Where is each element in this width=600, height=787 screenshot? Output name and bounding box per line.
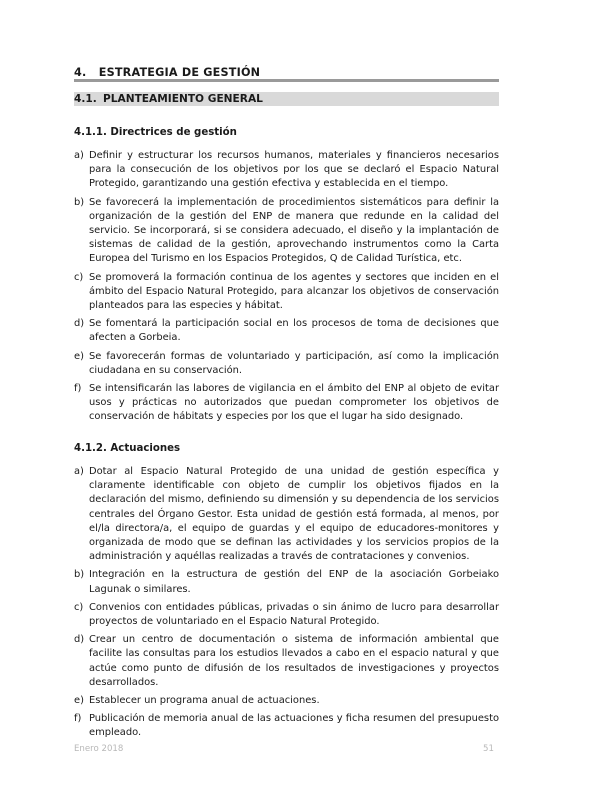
list-marker: c) (74, 271, 84, 283)
list-marker: e) (74, 350, 84, 362)
list-marker: a) (74, 466, 84, 477)
list-item-text: Definir y estructurar los recursos humanos, materiales y financieros necesarios para la consecución de los objetivos por los que se declaró el Espacio Natural Protegido, garantizando una gestión efectiva y establecida en el tiempo. (89, 150, 499, 190)
list-item-text: Crear un centro de documentación o sistema de información ambiental que facilite las consultas para los estudios llevados a cabo en el espacio natural y que actúe como punto de difusión de los resultados de investigaciones y proyectos desarrollados. (89, 634, 499, 688)
list-item-text: Integración en la estructura de gestión del ENP de la asociación Gorbeiako Lagunak o similares. (89, 569, 499, 595)
list-item (74, 350, 499, 378)
directrices-heading: 4.1.1. Directrices de gestión (74, 127, 237, 138)
section-title: ESTRATEGIA DE GESTIÓN (98, 66, 261, 79)
list-marker: a) (74, 150, 84, 161)
actuaciones-list (74, 465, 499, 745)
list-item (74, 382, 499, 425)
list-marker: e) (74, 695, 84, 707)
list-item (74, 694, 499, 708)
list-marker: d) (74, 318, 85, 330)
list-marker: f) (74, 713, 82, 725)
list-item-text: Publicación de memoria anual de las actuaciones y ficha resumen del presupuesto empleado. (89, 713, 499, 739)
list-item-text: Se favorecerá la implementación de procedimientos sistemáticos para definir la organización de la gestión del ENP de manera que redunde en la calidad del servicio. Se incorporará, si se considera adecuado, el diseño y la implantación de sistemas de calidad de la gestión, aprovechando instrumentos como la Carta Europea del Turismo en los Espacios Protegidos, Q de Calidad Turística, etc. (89, 196, 499, 265)
section-underline (74, 79, 499, 82)
list-item (74, 196, 499, 267)
list-marker: d) (74, 634, 85, 646)
list-item (74, 601, 499, 629)
list-marker: c) (74, 601, 84, 613)
list-item-text: Se promoverá la formación continua de los agentes y sectores que inciden en el ámbito del Espacio Natural Protegido, para alcanzar los objetivos de conservación planteados para las especies y hábitat. (89, 271, 499, 312)
section-number: 4. (74, 66, 87, 79)
list-item (74, 568, 499, 596)
list-item-text: Se fomentará la participación social en los procesos de toma de decisiones que afecten a Gorbeia. (89, 318, 499, 344)
footer-page-number: 51 (483, 744, 494, 754)
list-item (74, 317, 499, 345)
list-item-text: Se favorecerán formas de voluntariado y participación, así como la implicación ciudadana en su conservación. (89, 350, 499, 376)
list-item (74, 633, 499, 690)
list-item (74, 465, 499, 564)
subsection-number: 4.1. (74, 93, 97, 105)
subsection-heading (74, 92, 499, 106)
list-item-text: Establecer un programa anual de actuaciones. (89, 695, 320, 707)
list-item-text: Se intensificarán las labores de vigilancia en el ámbito del ENP al objeto de evitar usos y prácticas no autorizados que puedan comprometer los objetivos de conservación de hábitats y especies por los que el lugar ha sido designado. (89, 383, 499, 423)
actuaciones-heading: 4.1.2. Actuaciones (74, 443, 181, 454)
list-marker: b) (74, 196, 85, 208)
list-item (74, 712, 499, 740)
list-item-text: Dotar al Espacio Natural Protegido de una unidad de gestión específica y claramente identificable con objeto de cumplir los objetivos fijados en la declaración del mismo, definiendo su dimensión y su dependencia de los servicios centrales del Órgano Gestor. Esta unidad de gestión está formada, al menos, por el/la directora/a, el equipo de guardas y el equipo de educadores-monitores y organizada de modo que se definan las actividades y los servicios propios de la administración y aquéllas realizadas a través de contrataciones y convenios. (89, 466, 499, 563)
list-marker: f) (74, 383, 82, 395)
footer-date: Enero 2018 (74, 744, 124, 754)
section-heading (74, 66, 499, 79)
list-item (74, 271, 499, 314)
list-marker: b) (74, 569, 85, 581)
subsection-title: PLANTEAMIENTO GENERAL (103, 93, 263, 105)
list-item-text: Convenios con entidades públicas, privadas o sin ánimo de lucro para desarrollar proyectos de voluntariado en el Espacio Natural Protegido. (89, 601, 499, 628)
list-item (74, 149, 499, 192)
directrices-list (74, 149, 499, 429)
